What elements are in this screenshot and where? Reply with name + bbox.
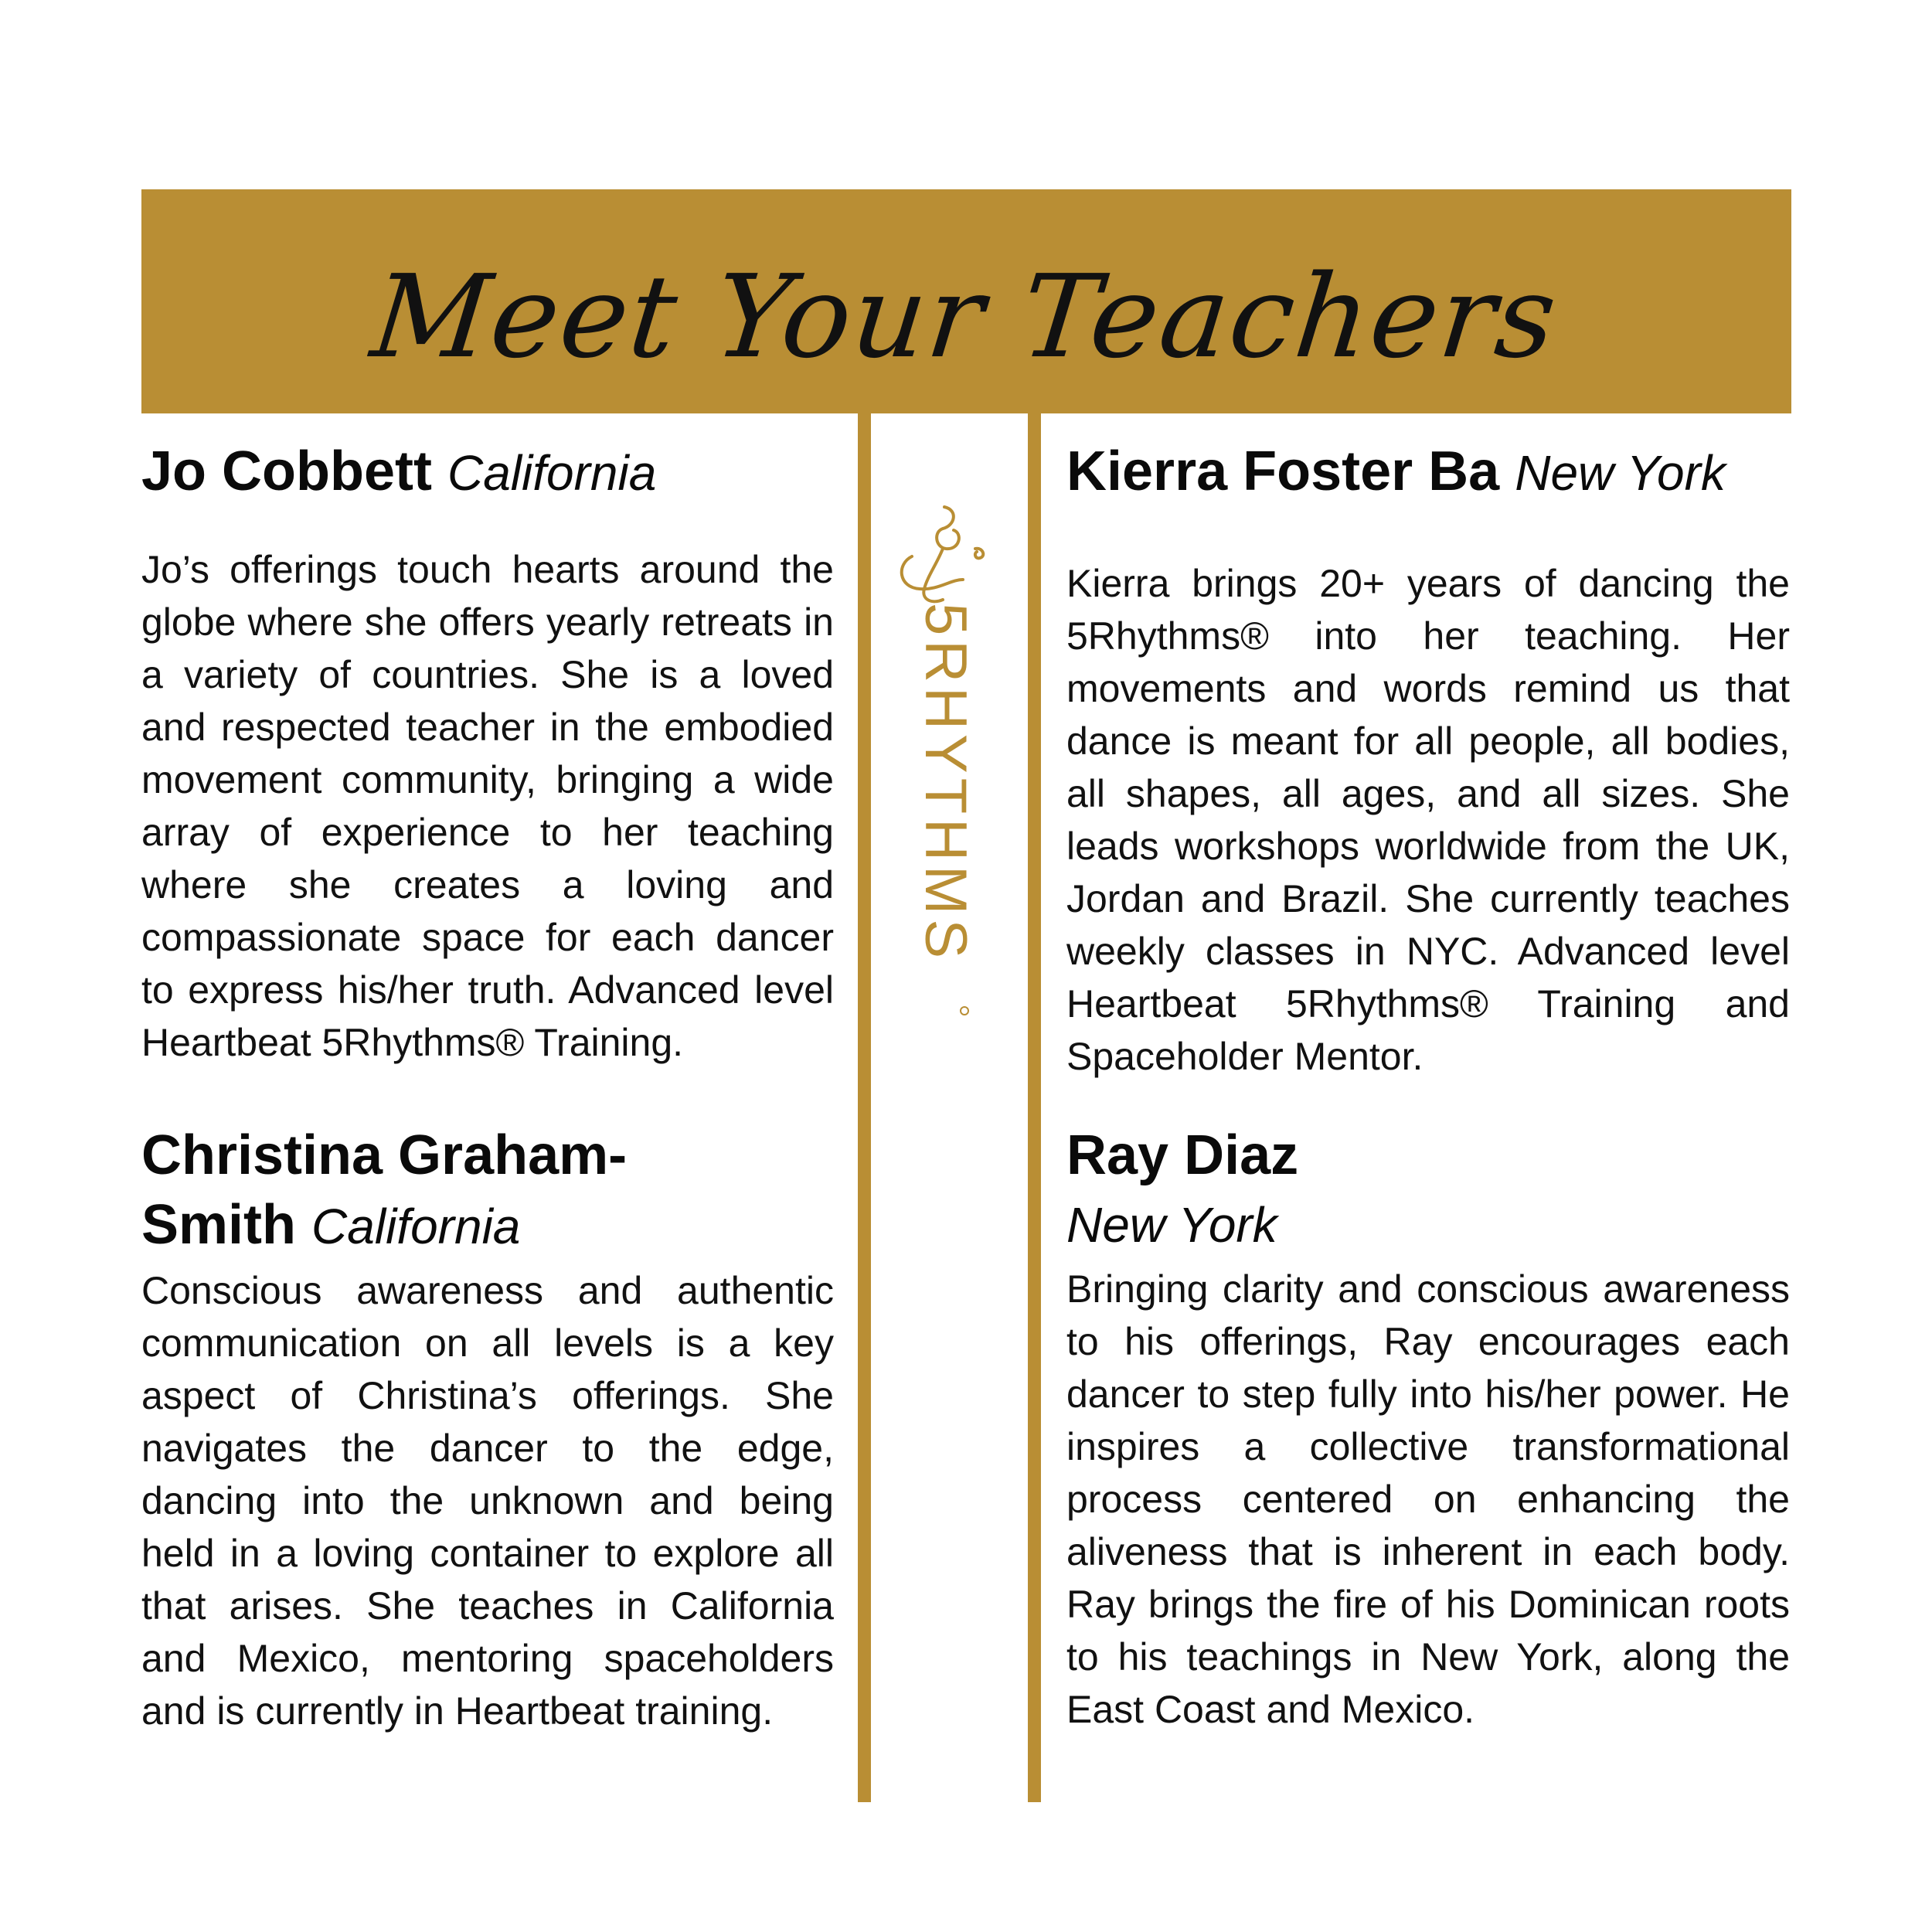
teacher-card-christina-graham-smith — [141, 1121, 834, 1737]
teacher-heading — [1066, 1121, 1790, 1190]
right-divider — [1028, 394, 1041, 1802]
teacher-bio: Conscious awareness and authentic communication on all levels is a key aspect of Christina’s offerings. She navigates the dancer to the edge, dancing into the unknown and being held in a loving container to explore all that arises. She teaches in California and Mexico, mentoring spaceholders and is currently in Heartbeat training. — [141, 1269, 834, 1733]
teacher-heading — [141, 1121, 729, 1261]
teacher-bio: Jo’s offerings touch hearts around the globe where she offers yearly retreats in a variety of countries. She is a loved and respected teacher in the embodied movement community, bringing a wide array of experience to her teaching where she creates a loving and compassionate space for each dancer to express his/her truth. Advanced level Heartbeat 5Rhythms® Training. — [141, 548, 834, 1064]
left-divider — [858, 394, 871, 1802]
teacher-location: New York — [1515, 445, 1726, 501]
five-rhythms-logo — [889, 502, 997, 1028]
logo-wordmark: 5RHYTHMS — [913, 603, 978, 964]
page-title: Meet Your Teachers — [366, 250, 1564, 383]
teacher-bio: Kierra brings 20+ years of dancing the 5Rhythms® into her teaching. Her movements and words remind us that dance is meant for all people, all bodies, all shapes, all ages, and all sizes. She leads workshops worldwide from the UK, Jordan and Brazil. She currently teaches weekly classes in NYC. Advanced level Heartbeat 5Rhythms® Training and Spaceholder Mentor. — [1066, 562, 1790, 1078]
teacher-location: California — [447, 445, 657, 501]
header-banner — [141, 189, 1791, 413]
teacher-location: New York — [1066, 1197, 1277, 1253]
teacher-card-ray-diaz — [1066, 1121, 1790, 1736]
teacher-name: Jo Cobbett — [141, 440, 432, 502]
teacher-name: Ray Diaz — [1066, 1124, 1299, 1186]
teacher-name: Christina Graham-Smith — [141, 1124, 628, 1256]
teacher-card-jo-cobbett — [141, 437, 834, 1069]
teacher-location: California — [311, 1199, 521, 1254]
teacher-bio: Bringing clarity and conscious awareness to his offerings, Ray encourages each dancer to step fully into his/her power. He inspires a collective transformational process centered on enhancing the aliveness that is inherent in each body. Ray brings the fire of his Dominican roots to his teachings in New York, along the East Coast and Mexico. — [1066, 1267, 1790, 1731]
teacher-card-kierra-foster-ba — [1066, 437, 1790, 1083]
teacher-heading — [141, 437, 834, 508]
dancer-figure-icon — [902, 507, 984, 601]
teacher-heading — [1066, 437, 1790, 508]
registered-mark-icon — [961, 1007, 968, 1015]
teacher-name: Kierra Foster Ba — [1066, 440, 1500, 502]
